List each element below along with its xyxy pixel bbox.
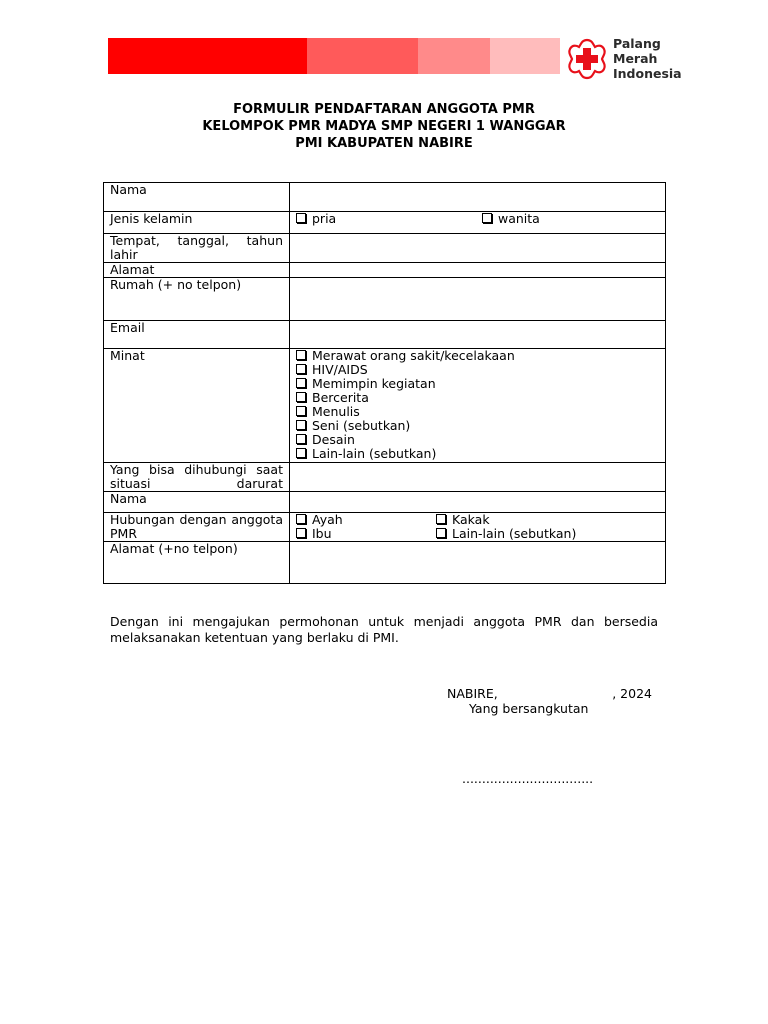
label-nama: Nama bbox=[104, 183, 290, 212]
header-bar-2 bbox=[307, 38, 418, 74]
label-hubungan: Hubungan dengan anggota PMR bbox=[104, 513, 290, 542]
header-color-bars bbox=[108, 38, 560, 74]
option-minat[interactable]: HIV/AIDS bbox=[296, 363, 659, 377]
option-ibu[interactable]: Ibu bbox=[296, 527, 436, 541]
red-cross-icon bbox=[566, 38, 608, 80]
header-bar-3 bbox=[418, 38, 490, 74]
field-minat bbox=[290, 349, 666, 463]
form-title bbox=[0, 101, 768, 152]
option-lain-lain[interactable]: Lain-lain (sebutkan) bbox=[436, 527, 576, 541]
field-email[interactable] bbox=[290, 321, 666, 349]
field-nama[interactable] bbox=[290, 183, 666, 212]
label-alamat-kontak: Alamat (+no telpon) bbox=[104, 542, 290, 584]
field-ttl[interactable] bbox=[290, 234, 666, 263]
field-darurat[interactable] bbox=[290, 463, 666, 492]
header-bar-4 bbox=[490, 38, 560, 74]
header-bar-1 bbox=[108, 38, 307, 74]
checkbox-icon bbox=[436, 528, 446, 538]
label-rumah: Rumah (+ no telpon) bbox=[104, 278, 290, 321]
option-minat[interactable]: Memimpin kegiatan bbox=[296, 377, 659, 391]
option-minat[interactable]: Menulis bbox=[296, 405, 659, 419]
signature-year: , 2024 bbox=[612, 686, 652, 701]
option-ayah[interactable]: Ayah bbox=[296, 513, 436, 527]
checkbox-icon bbox=[296, 364, 306, 374]
option-kakak[interactable]: Kakak bbox=[436, 513, 490, 527]
title-line-1: FORMULIR PENDAFTARAN ANGGOTA PMR bbox=[233, 102, 535, 117]
logo-text bbox=[613, 36, 682, 81]
checkbox-icon bbox=[296, 434, 306, 444]
label-jenis-kelamin: Jenis kelamin bbox=[104, 212, 290, 234]
field-jenis-kelamin bbox=[290, 212, 666, 234]
field-rumah[interactable] bbox=[290, 278, 666, 321]
field-alamat-kontak[interactable] bbox=[290, 542, 666, 584]
field-nama-kontak[interactable] bbox=[290, 492, 666, 513]
signature-role: Yang bersangkutan bbox=[469, 701, 589, 716]
label-minat: Minat bbox=[104, 349, 290, 463]
checkbox-icon bbox=[436, 514, 446, 524]
logo-line-3: Indonesia bbox=[613, 66, 682, 81]
signature-date bbox=[447, 686, 652, 701]
field-hubungan bbox=[290, 513, 666, 542]
option-minat[interactable]: Merawat orang sakit/kecelakaan bbox=[296, 349, 659, 363]
checkbox-icon bbox=[296, 406, 306, 416]
option-label: wanita bbox=[498, 211, 540, 226]
option-minat[interactable]: Lain-lain (sebutkan) bbox=[296, 447, 659, 461]
signature-place: NABIRE, bbox=[447, 686, 498, 701]
label-nama-kontak: Nama bbox=[104, 492, 290, 513]
option-minat[interactable]: Bercerita bbox=[296, 391, 659, 405]
option-minat[interactable]: Desain bbox=[296, 433, 659, 447]
signature-line: ................................. bbox=[462, 771, 594, 786]
field-alamat[interactable] bbox=[290, 263, 666, 278]
pmi-logo bbox=[566, 36, 686, 82]
checkbox-icon bbox=[296, 514, 306, 524]
statement-paragraph: Dengan ini mengajukan permohonan untuk menjadi anggota PMR dan bersedia melaksanakan ketentuan yang berlaku di PMI. bbox=[110, 614, 658, 645]
option-pria[interactable] bbox=[296, 212, 336, 226]
logo-line-1: Palang bbox=[613, 36, 661, 51]
registration-table bbox=[103, 182, 666, 584]
checkbox-icon bbox=[296, 213, 306, 223]
checkbox-icon bbox=[296, 378, 306, 388]
label-email: Email bbox=[104, 321, 290, 349]
checkbox-icon bbox=[296, 528, 306, 538]
option-label: pria bbox=[312, 211, 337, 226]
label-darurat: Yang bisa dihubungi saat situasi darurat bbox=[104, 463, 290, 492]
option-wanita[interactable] bbox=[482, 212, 540, 226]
label-alamat: Alamat bbox=[104, 263, 290, 278]
checkbox-icon bbox=[296, 420, 306, 430]
label-ttl: Tempat, tanggal, tahun lahir bbox=[104, 234, 290, 263]
logo-line-2: Merah bbox=[613, 51, 658, 66]
checkbox-icon bbox=[296, 350, 306, 360]
title-line-3: PMI KABUPATEN NABIRE bbox=[295, 136, 473, 151]
checkbox-icon bbox=[296, 448, 306, 458]
option-minat[interactable]: Seni (sebutkan) bbox=[296, 419, 659, 433]
checkbox-icon bbox=[482, 213, 492, 223]
checkbox-icon bbox=[296, 392, 306, 402]
title-line-2: KELOMPOK PMR MADYA SMP NEGERI 1 WANGGAR bbox=[202, 119, 566, 134]
